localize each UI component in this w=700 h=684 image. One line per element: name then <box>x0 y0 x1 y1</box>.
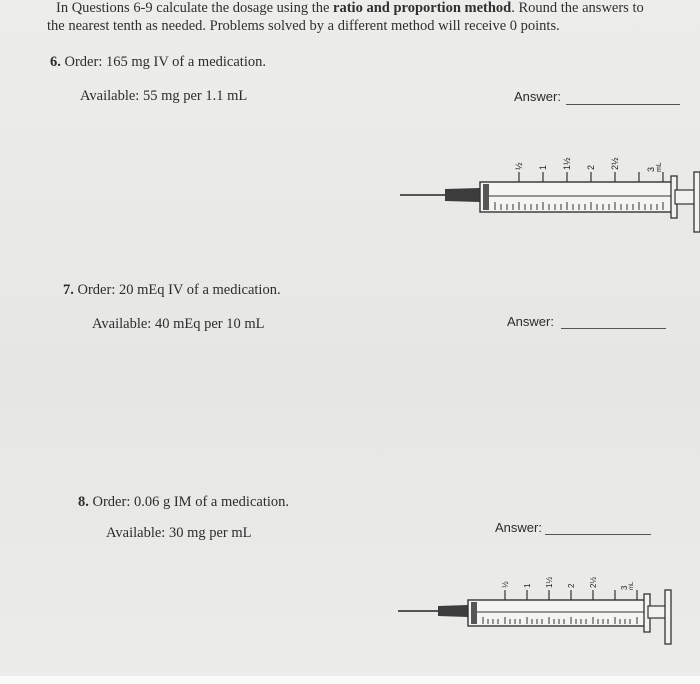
question-8-answer-label: Answer: <box>495 520 542 535</box>
question-6-answer-label: Answer: <box>514 89 561 104</box>
syringe-2 <box>393 566 683 648</box>
question-7-answer-label: Answer: <box>507 314 554 329</box>
question-6-answer-field[interactable] <box>566 104 680 105</box>
syringe-2-label-2: 2 <box>567 583 576 588</box>
instructions-line-2: the nearest tenth as needed. Problems solved by a different method will receive 0 points. <box>47 18 560 34</box>
question-6-order: 6. Order: 165 mg IV of a medication. <box>50 54 266 70</box>
syringe-2-barrel <box>468 590 648 626</box>
syringe-2-unit: mL <box>629 581 635 590</box>
syringe-2-needle <box>398 605 468 617</box>
syringe-1-unit: mL <box>656 162 663 172</box>
syringe-2-label-1: 1 <box>523 583 532 588</box>
syringe-1-label-1-half: 1½ <box>562 157 572 170</box>
syringe-1-label-3: 3 <box>646 166 656 172</box>
question-6-available: Available: 55 mg per 1.1 mL <box>80 88 248 104</box>
question-8-order: 8. Order: 0.06 g IM of a medication. <box>78 494 290 510</box>
syringe-2-plunger <box>644 590 671 644</box>
question-8-answer-field[interactable] <box>545 534 651 535</box>
syringe-2-label-3: 3 <box>620 585 629 590</box>
syringe-1-label-1: 1 <box>538 164 548 170</box>
instructions-line-1: In Questions 6-9 calculate the dosage using the ratio and proportion method. Round the answers to <box>56 0 644 16</box>
question-7-answer-field[interactable] <box>561 328 666 329</box>
syringe-1-label-half: ½ <box>514 162 524 170</box>
syringe-1-plunger <box>671 172 700 232</box>
syringe-1-label-2-half: 2½ <box>610 157 620 170</box>
syringe-2-label-2-half: 2½ <box>589 576 598 588</box>
question-7-order: 7. Order: 20 mEq IV of a medication. <box>63 282 281 298</box>
question-8-available: Available: 30 mg per mL <box>106 525 252 541</box>
syringe-1-barrel <box>480 172 675 212</box>
syringe-1-needle <box>400 188 480 202</box>
syringe-1-label-2: 2 <box>586 164 596 170</box>
syringe-2-label-1-half: 1½ <box>545 576 554 588</box>
syringe-1 <box>395 150 700 240</box>
syringe-2-label-half: ½ <box>501 581 510 588</box>
question-7-available: Available: 40 mEq per 10 mL <box>92 316 265 332</box>
page-bottom-edge <box>0 676 700 684</box>
